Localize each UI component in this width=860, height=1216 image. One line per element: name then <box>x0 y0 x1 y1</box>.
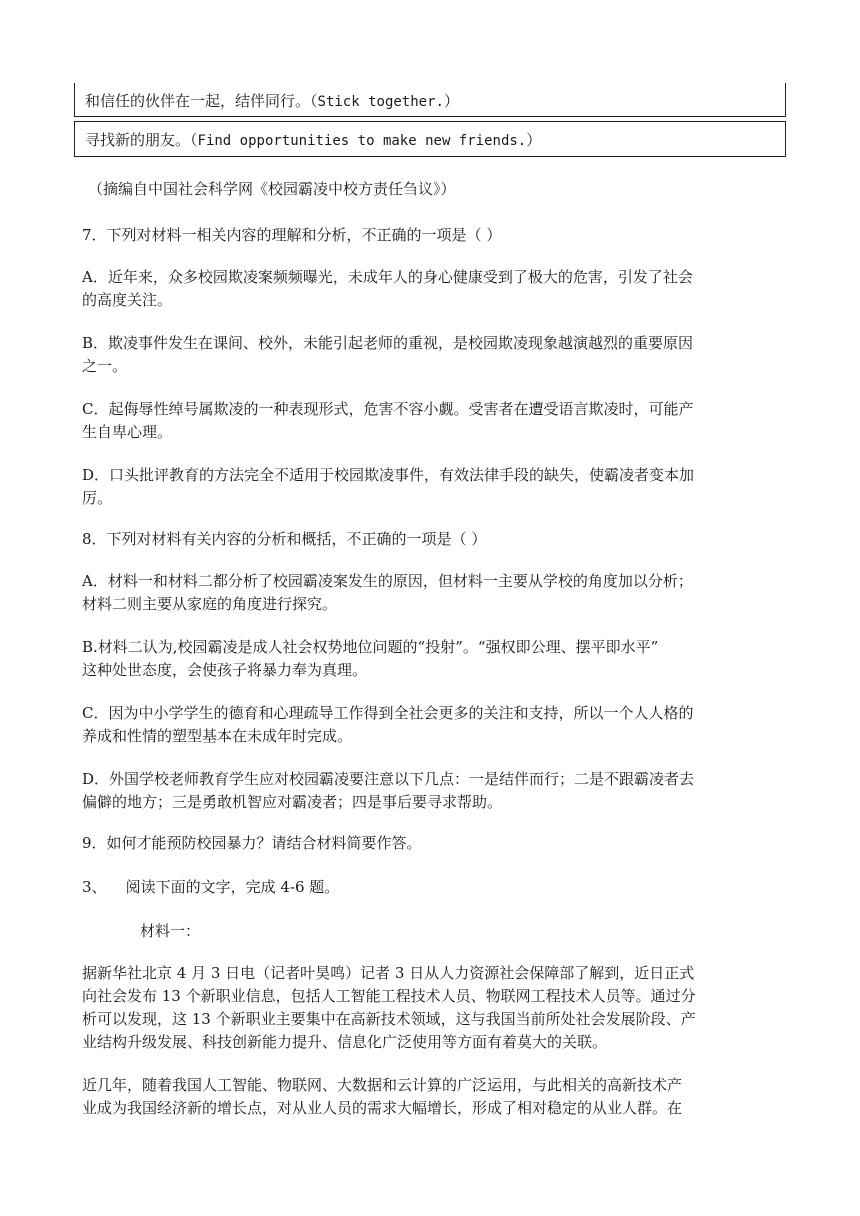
question-7-stem: 7．下列对材料一相关内容的理解和分析，不正确的一项是（ ） <box>82 226 502 244</box>
question-9: 9．如何才能预防校园暴力？请结合材料简要作答。 <box>82 834 422 852</box>
material-1-paragraph-1: 据新华社北京 4 月 3 日电（记者叶昊鸣）记者 3 日从人力资源社会保障部了解到，近日正式 向社会发布 13 个新职业信息，包括人工智能工程技术人员、物联网工程技术人员等。通过分 析可以发现，这 13 个新职业主要集中在高新技术领域，这与我国当前所处社会发展阶段、产 业结构升级发展、科技创新能力提升、信息化广泛使用等方面有着莫大的关联。 <box>82 964 696 1051</box>
table-cell-english: Stick together. <box>317 94 444 110</box>
question-7-option-a: A．近年来，众多校园欺凌案频频曝光，未成年人的身心健康受到了极大的危害，引发了社会 的高度关注。 <box>82 268 693 309</box>
table-cell-text: 寻找新的朋友。（ <box>85 131 198 149</box>
table-cell-close: ） <box>443 92 459 110</box>
question-7-option-b: B．欺凌事件发生在课间、校外，未能引起老师的重视，是校园欺凌现象越演越烈的重要原因 之一。 <box>82 334 694 375</box>
source-citation: （摘编自中国社会科学网《校园霸凌中校方责任刍议》） <box>88 180 456 198</box>
question-8-option-a: A．材料一和材料二都分析了校园霸凌案发生的原因，但材料一主要从学校的角度加以分析； 材料二则主要从家庭的角度进行探究。 <box>82 572 693 613</box>
question-7-option-d: D．口头批评教育的方法完全不适用于校园欺凌事件，有效法律手段的缺失，使霸凌者变本加 厉。 <box>82 466 695 507</box>
question-8-option-d: D．外国学校老师教育学生应对校园霸凌要注意以下几点：一是结伴而行；二是不跟霸凌者去 偏僻的地方；三是勇敢机智应对霸凌者；四是事后要寻求帮助。 <box>82 770 695 811</box>
material-1-label: 材料一： <box>140 922 201 940</box>
table-cell-close: ） <box>526 131 542 149</box>
section-3-heading: 3、 阅读下面的文字，完成 4-6 题。 <box>82 878 340 896</box>
table-row <box>74 83 786 117</box>
question-8-option-b: B.材料二认为,校园霸凌是成人社会权势地位问题的“投射”。“强权即公理、摆平即水平” 这种处世态度，会使孩子将暴力奉为真理。 <box>82 638 659 679</box>
question-8-option-c: C．因为中小学学生的德育和心理疏导工作得到全社会更多的关注和支持，所以一个人人格的 养成和性情的塑型基本在未成年时完成。 <box>82 704 694 745</box>
question-7-option-c: C．起侮辱性绰号属欺凌的一种表现形式，危害不容小觑。受害者在遭受语言欺凌时，可能产 生自卑心理。 <box>82 400 694 441</box>
question-8-stem: 8．下列对材料有关内容的分析和概括，不正确的一项是（ ） <box>82 530 487 548</box>
table-row <box>74 121 786 157</box>
table-cell-english: Find opportunities to make new friends. <box>197 133 527 149</box>
material-1-paragraph-2: 近几年，随着我国人工智能、物联网、大数据和云计算的广泛运用，与此相关的高新技术产 业成为我国经济新的增长点，对从业人员的需求大幅增长，形成了相对稳定的从业人群。在 <box>82 1076 683 1117</box>
table-cell-text: 和信任的伙伴在一起，结伴同行。（ <box>85 92 318 110</box>
